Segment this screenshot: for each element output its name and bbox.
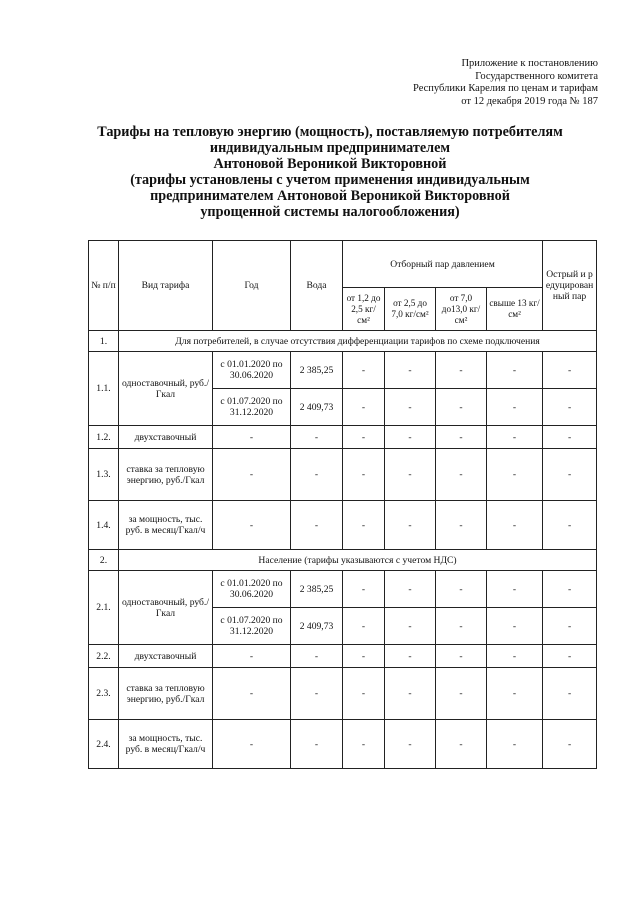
empty-value: - bbox=[543, 501, 597, 550]
empty-value: - bbox=[291, 449, 343, 501]
tariff-row bbox=[89, 501, 597, 550]
row-num: 1.4. bbox=[89, 501, 119, 550]
empty-value: - bbox=[213, 720, 291, 769]
row-num: 2.1. bbox=[89, 571, 119, 645]
tariff-row bbox=[89, 426, 597, 449]
title-line: упрощенной системы налогообложения) bbox=[200, 204, 460, 220]
tariff-row bbox=[89, 449, 597, 501]
header-pressure-4: свыше 13 кг/см² bbox=[487, 288, 543, 331]
empty-value: - bbox=[343, 449, 385, 501]
empty-value: - bbox=[543, 389, 597, 426]
tariff-type: ставка за тепловую энергию, руб./Гкал bbox=[119, 668, 213, 720]
empty-value: - bbox=[343, 389, 385, 426]
header-pressure-2: от 2,5 до 7,0 кг/см² bbox=[385, 288, 436, 331]
row-num: 1.2. bbox=[89, 426, 119, 449]
row-num: 2.2. bbox=[89, 645, 119, 668]
empty-value: - bbox=[436, 668, 487, 720]
header-pressure-3: от 7,0 до13,0 кг/см² bbox=[436, 288, 487, 331]
header-sharp-steam: Острый и редуцированный пар bbox=[543, 241, 597, 331]
empty-value: - bbox=[343, 608, 385, 645]
tariff-type: двухставочный bbox=[119, 645, 213, 668]
row-num: 1.3. bbox=[89, 449, 119, 501]
empty-value: - bbox=[436, 501, 487, 550]
empty-value: - bbox=[543, 720, 597, 769]
empty-value: - bbox=[343, 426, 385, 449]
row-num: 1.1. bbox=[89, 352, 119, 426]
empty-value: - bbox=[385, 389, 436, 426]
empty-value: - bbox=[213, 645, 291, 668]
tariff-row bbox=[89, 668, 597, 720]
empty-value: - bbox=[487, 449, 543, 501]
tariff-row bbox=[89, 571, 597, 608]
title-line: индивидуальным предпринимателем bbox=[209, 140, 451, 156]
title-line: предпринимателем Антоновой Вероникой Викторовной bbox=[150, 188, 510, 204]
empty-value: - bbox=[385, 352, 436, 389]
empty-value: - bbox=[436, 389, 487, 426]
header-type: Вид тарифа bbox=[119, 241, 213, 331]
empty-value: - bbox=[543, 426, 597, 449]
empty-value: - bbox=[343, 645, 385, 668]
water-tariff: 2 409,73 bbox=[291, 608, 343, 645]
empty-value: - bbox=[213, 501, 291, 550]
empty-value: - bbox=[487, 720, 543, 769]
empty-value: - bbox=[436, 608, 487, 645]
row-num: 2.4. bbox=[89, 720, 119, 769]
empty-value: - bbox=[385, 608, 436, 645]
period: с 01.01.2020 по 30.06.2020 bbox=[213, 352, 291, 389]
tariffs-table bbox=[88, 240, 597, 769]
empty-value: - bbox=[385, 668, 436, 720]
empty-value: - bbox=[343, 501, 385, 550]
empty-value: - bbox=[487, 352, 543, 389]
empty-value: - bbox=[291, 426, 343, 449]
annex-line: Государственного комитета bbox=[475, 70, 598, 82]
header-steam: Отборный пар давлением bbox=[343, 241, 543, 288]
title-line: (тарифы установлены с учетом применения индивидуальным bbox=[130, 172, 530, 188]
empty-value: - bbox=[543, 608, 597, 645]
header-row bbox=[89, 241, 597, 288]
section-title: Население (тарифы указываются с учетом НДС) bbox=[119, 550, 597, 571]
tariff-row bbox=[89, 645, 597, 668]
empty-value: - bbox=[436, 426, 487, 449]
empty-value: - bbox=[291, 668, 343, 720]
row-num: 2.3. bbox=[89, 668, 119, 720]
empty-value: - bbox=[385, 571, 436, 608]
empty-value: - bbox=[291, 720, 343, 769]
title-line: Антоновой Вероникой Викторовной bbox=[213, 156, 447, 172]
empty-value: - bbox=[487, 389, 543, 426]
empty-value: - bbox=[343, 352, 385, 389]
empty-value: - bbox=[291, 501, 343, 550]
empty-value: - bbox=[543, 571, 597, 608]
empty-value: - bbox=[436, 645, 487, 668]
title-line: Тарифы на тепловую энергию (мощность), поставляемую потребителям bbox=[97, 124, 563, 140]
empty-value: - bbox=[291, 645, 343, 668]
empty-value: - bbox=[385, 720, 436, 769]
period: с 01.01.2020 по 30.06.2020 bbox=[213, 571, 291, 608]
tariff-type: двухставочный bbox=[119, 426, 213, 449]
annex-line: от 12 декабря 2019 года № 187 bbox=[461, 95, 598, 107]
water-tariff: 2 385,25 bbox=[291, 352, 343, 389]
empty-value: - bbox=[436, 720, 487, 769]
empty-value: - bbox=[343, 668, 385, 720]
empty-value: - bbox=[436, 571, 487, 608]
empty-value: - bbox=[436, 352, 487, 389]
section-num: 1. bbox=[89, 331, 119, 352]
empty-value: - bbox=[487, 668, 543, 720]
tariff-row bbox=[89, 352, 597, 389]
section-row bbox=[89, 550, 597, 571]
header-year: Год bbox=[213, 241, 291, 331]
tariff-type: за мощность, тыс. руб. в месяц/Гкал/ч bbox=[119, 720, 213, 769]
empty-value: - bbox=[213, 668, 291, 720]
header-water: Вода bbox=[291, 241, 343, 331]
empty-value: - bbox=[343, 720, 385, 769]
tariff-row bbox=[89, 720, 597, 769]
empty-value: - bbox=[213, 449, 291, 501]
water-tariff: 2 385,25 bbox=[291, 571, 343, 608]
annex-line: Приложение к постановлению bbox=[461, 58, 598, 69]
header-pressure-1: от 1,2 до 2,5 кг/см² bbox=[343, 288, 385, 331]
empty-value: - bbox=[343, 571, 385, 608]
empty-value: - bbox=[436, 449, 487, 501]
empty-value: - bbox=[385, 449, 436, 501]
empty-value: - bbox=[543, 668, 597, 720]
period: с 01.07.2020 по 31.12.2020 bbox=[213, 389, 291, 426]
empty-value: - bbox=[385, 501, 436, 550]
empty-value: - bbox=[487, 501, 543, 550]
empty-value: - bbox=[487, 608, 543, 645]
tariff-type: одноставочный, руб./Гкал bbox=[119, 352, 213, 426]
header-num: № п/п bbox=[89, 241, 119, 331]
document-title bbox=[60, 124, 600, 220]
empty-value: - bbox=[487, 571, 543, 608]
period: с 01.07.2020 по 31.12.2020 bbox=[213, 608, 291, 645]
annex-line: Республики Карелия по ценам и тарифам bbox=[413, 83, 598, 95]
water-tariff: 2 409,73 bbox=[291, 389, 343, 426]
empty-value: - bbox=[213, 426, 291, 449]
section-row bbox=[89, 331, 597, 352]
tariff-type: одноставочный, руб./Гкал bbox=[119, 571, 213, 645]
empty-value: - bbox=[543, 449, 597, 501]
empty-value: - bbox=[385, 426, 436, 449]
empty-value: - bbox=[385, 645, 436, 668]
annex-block bbox=[318, 58, 598, 108]
tariff-type: за мощность, тыс. руб. в месяц/Гкал/ч bbox=[119, 501, 213, 550]
tariff-type: ставка за тепловую энергию, руб./Гкал bbox=[119, 449, 213, 501]
empty-value: - bbox=[487, 645, 543, 668]
empty-value: - bbox=[543, 645, 597, 668]
section-num: 2. bbox=[89, 550, 119, 571]
section-title: Для потребителей, в случае отсутствия дифференциации тарифов по схеме подключения bbox=[119, 331, 597, 352]
empty-value: - bbox=[543, 352, 597, 389]
empty-value: - bbox=[487, 426, 543, 449]
